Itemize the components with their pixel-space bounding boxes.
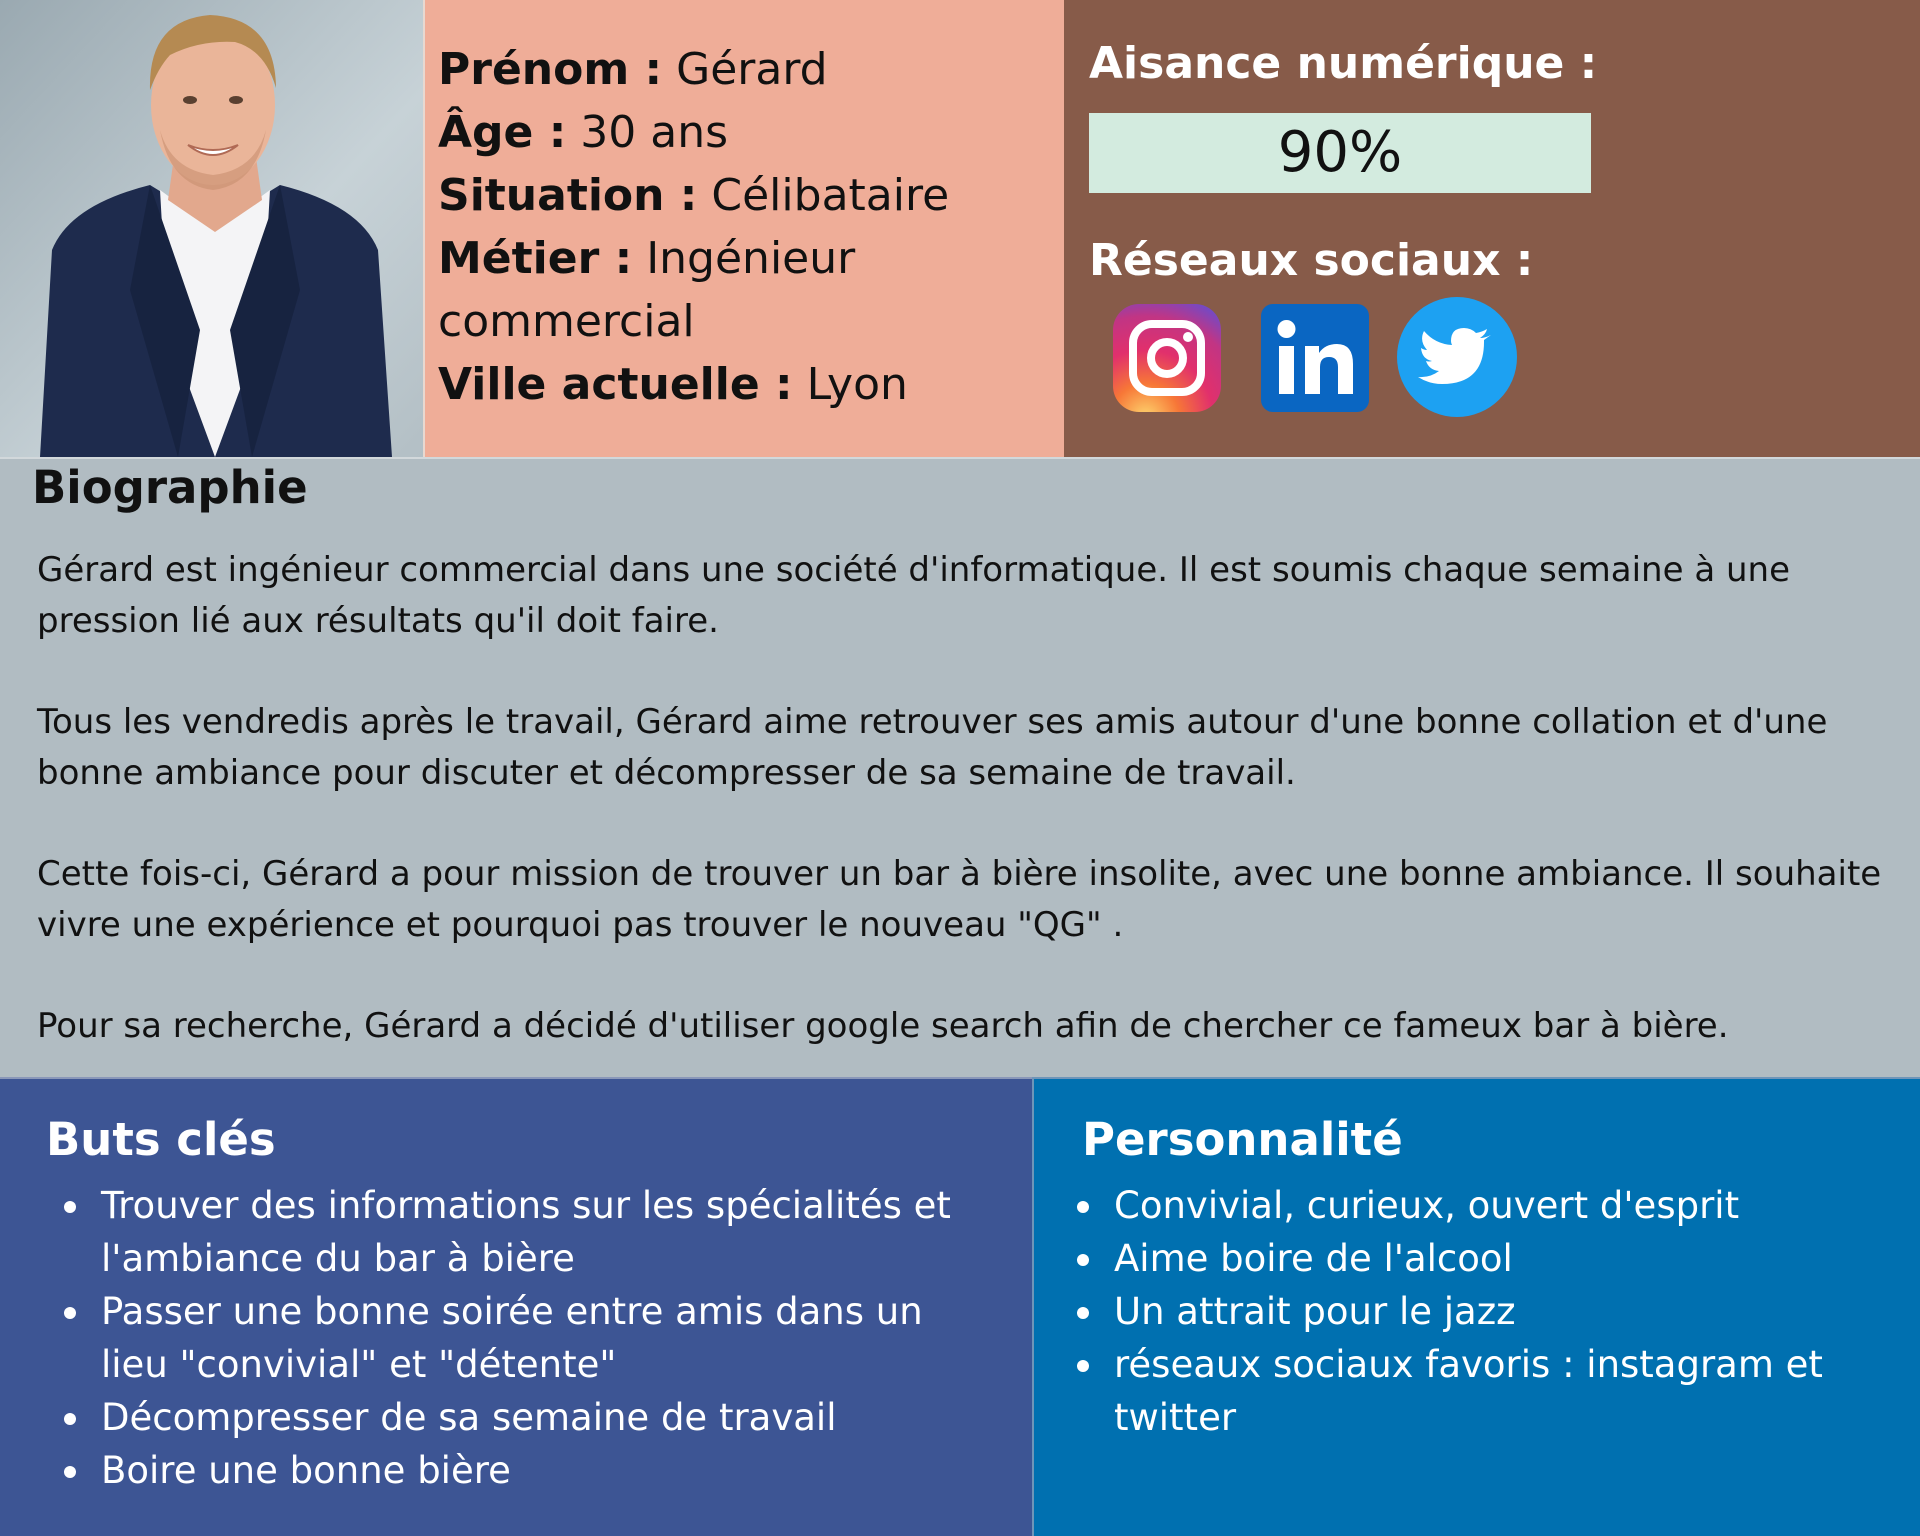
age-row: [438, 101, 1064, 164]
profile-photo: [0, 0, 423, 457]
job-value-line1: Ingénieur: [632, 233, 856, 284]
biography-paragraph: Cette fois-ci, Gérard a pour mission de trouver un bar à bière insolite, avec une bonne ambiance. Il souhaite vivre une expérience et pourquoi pas trouver le nouveau "QG" .: [37, 854, 1882, 945]
list-item: Aime boire de l'alcool: [1068, 1232, 1920, 1285]
instagram-icon[interactable]: [1109, 300, 1225, 416]
social-networks-title: Réseaux sociaux :: [1089, 235, 1534, 286]
list-item: Convivial, curieux, ouvert d'esprit: [1068, 1179, 1920, 1232]
personality-panel: [1032, 1077, 1920, 1536]
list-item: Décompresser de sa semaine de travail: [55, 1391, 955, 1444]
first-name-row: [438, 38, 1064, 101]
list-item: Trouver des informations sur les spécialités et l'ambiance du bar à bière: [55, 1179, 955, 1285]
age-value: 30 ans: [566, 107, 729, 158]
city-row: [438, 353, 1064, 416]
biography-paragraph: Tous les vendredis après le travail, Gérard aime retrouver ses amis autour d'une bonne collation et d'une bonne ambiance pour discuter et décompresser de sa semaine de travail.: [37, 702, 1828, 793]
list-item: Boire une bonne bière: [55, 1444, 955, 1497]
list-item: Un attrait pour le jazz: [1068, 1285, 1920, 1338]
key-goals-title: Buts clés: [46, 1113, 276, 1166]
digital-ease-title: Aisance numérique :: [1089, 38, 1598, 89]
age-label: Âge :: [438, 107, 567, 158]
biography-title: Biographie: [32, 461, 308, 514]
job-value-line2: commercial: [438, 296, 695, 347]
digital-panel: [1064, 0, 1920, 457]
job-row-continued: [438, 290, 1064, 353]
list-item: réseaux sociaux favoris : instagram et twitter: [1068, 1338, 1920, 1444]
key-goals-list: [55, 1179, 955, 1497]
situation-row: [438, 164, 1064, 227]
identity-panel: [423, 0, 1064, 457]
city-value: Lyon: [792, 359, 908, 410]
twitter-icon[interactable]: [1395, 295, 1519, 419]
digital-ease-value: 90%: [1277, 120, 1403, 185]
list-item: Passer une bonne soirée entre amis dans un lieu "convivial" et "détente": [55, 1285, 955, 1391]
digital-ease-bar: [1089, 113, 1591, 193]
biography-paragraph: Pour sa recherche, Gérard a décidé d'utiliser google search afin de chercher ce fameux bar à bière.: [37, 1006, 1729, 1046]
job-label: Métier :: [438, 233, 633, 284]
biography-paragraph: Gérard est ingénieur commercial dans une société d'informatique. Il est soumis chaque semaine à une pression lié aux résultats qu'il doit faire.: [37, 550, 1790, 641]
first-name-value: Gérard: [662, 44, 828, 95]
linkedin-icon[interactable]: [1257, 300, 1373, 416]
key-goals-panel: [0, 1077, 1032, 1536]
personality-title: Personnalité: [1082, 1113, 1403, 1166]
situation-value: Célibataire: [697, 170, 950, 221]
biography-panel: [0, 457, 1920, 1077]
personality-list: [1068, 1179, 1920, 1444]
job-row: [438, 227, 1064, 290]
city-label: Ville actuelle :: [438, 359, 793, 410]
situation-label: Situation :: [438, 170, 698, 221]
first-name-label: Prénom :: [438, 44, 663, 95]
